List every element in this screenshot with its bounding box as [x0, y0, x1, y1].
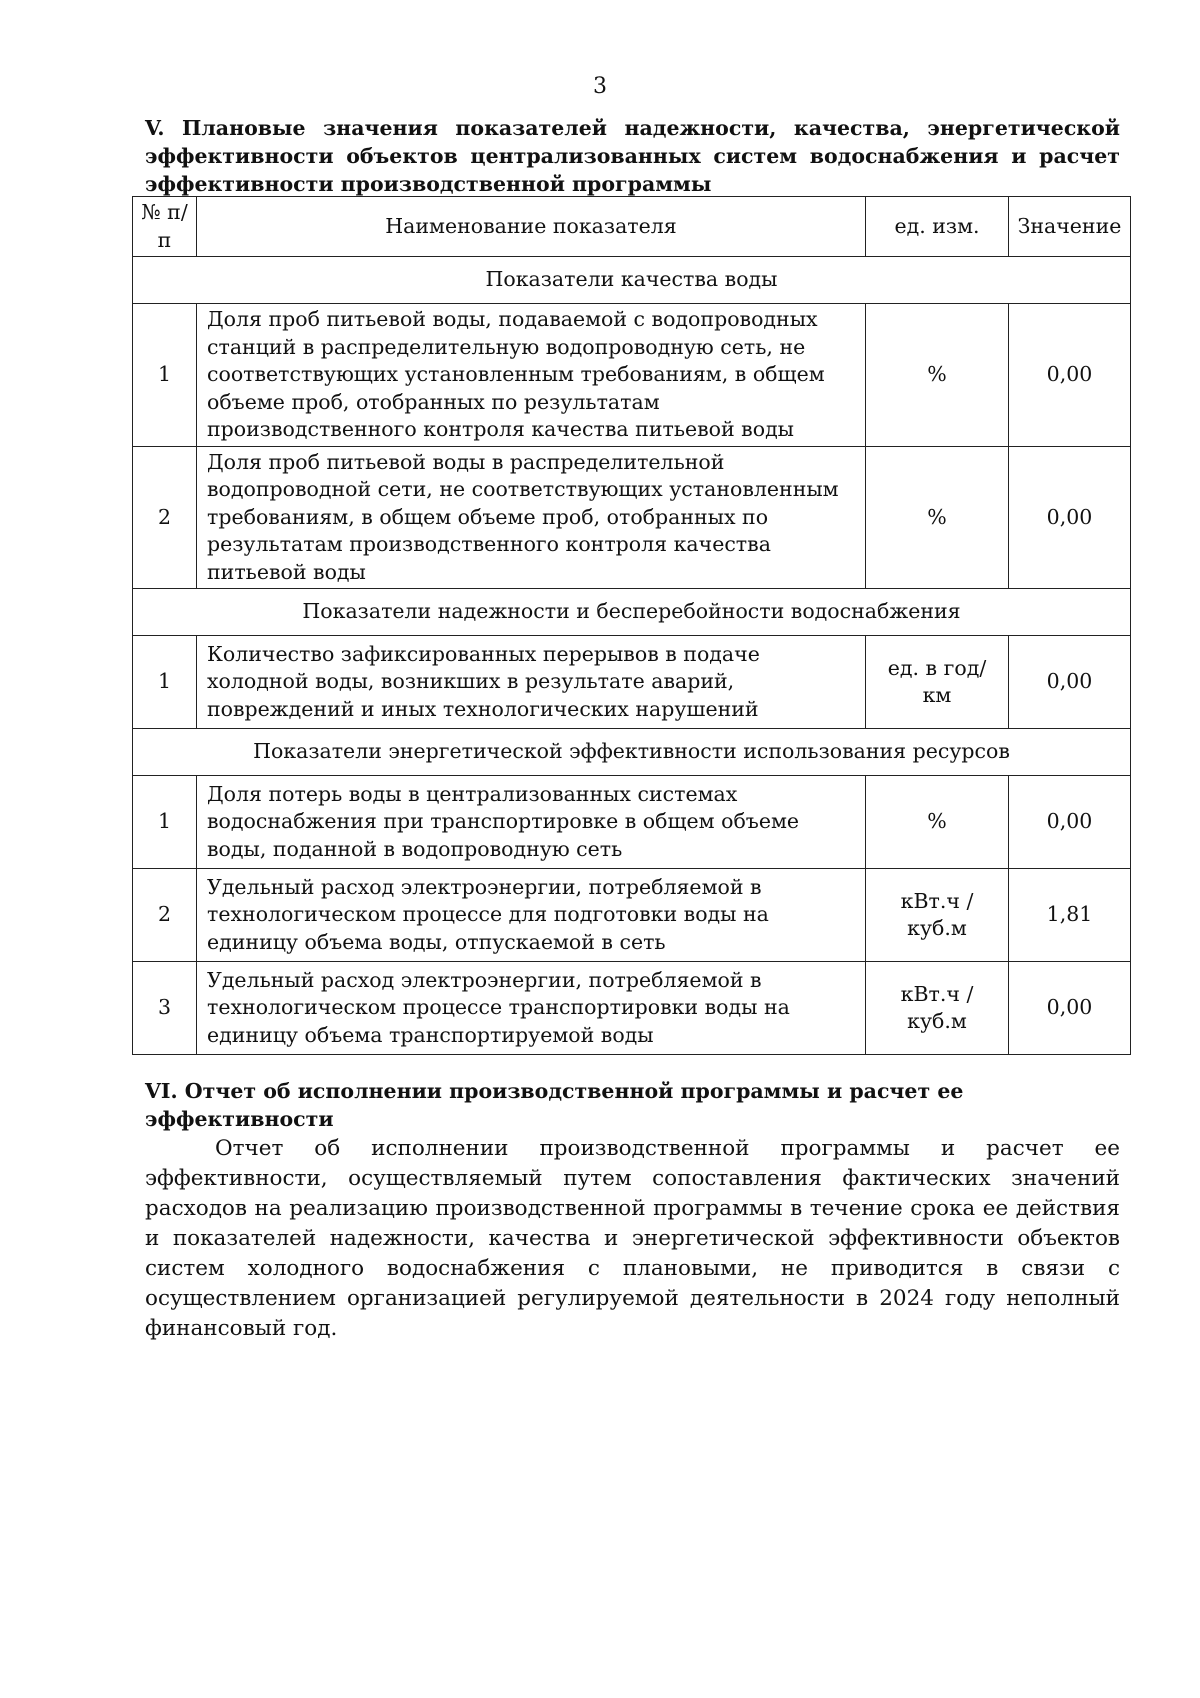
- group-row-reliability: [133, 589, 1131, 636]
- group-title: Показатели энергетической эффективности использования ресурсов: [133, 729, 1131, 776]
- indicators-table: [132, 196, 1131, 1055]
- row-name: Количество зафиксированных перерывов в подаче холодной воды, возникших в результате аварий, повреждений и иных технологических нарушений: [197, 636, 866, 729]
- header-num: № п/п: [133, 197, 197, 257]
- report-paragraph: Отчет об исполнении производственной программы и расчет ее эффективности, осуществляемый путем сопоставления фактических значений расходов на реализацию производственной программы в течение срока ее действия и показателей надежности, качества и энергетической эффективности объектов систем холодного водоснабжения с плановыми, не приводится в связи с осуществлением организацией регулируемой деятельности в 2024 году неполный финансовый год.: [145, 1136, 1120, 1341]
- table-row: [133, 776, 1131, 869]
- row-value: 1,81: [1009, 869, 1131, 962]
- row-num: 2: [133, 446, 197, 589]
- page-number: 3: [593, 74, 607, 99]
- group-row-energy: [133, 729, 1131, 776]
- row-unit: %: [866, 446, 1009, 589]
- row-value: 0,00: [1009, 776, 1131, 869]
- table-row: [133, 636, 1131, 729]
- header-unit: ед. изм.: [866, 197, 1009, 257]
- row-num: 1: [133, 776, 197, 869]
- row-unit: кВт.ч / куб.м: [866, 962, 1009, 1055]
- row-num: 2: [133, 869, 197, 962]
- row-value: 0,00: [1009, 636, 1131, 729]
- table-row: [133, 869, 1131, 962]
- row-unit: %: [866, 776, 1009, 869]
- section-v-title: V. Плановые значения показателей надежности, качества, энергетической эффективности объектов централизованных систем водоснабжения и расчет эффективности производственной программы: [145, 116, 1120, 196]
- row-name: Доля проб питьевой воды, подаваемой с водопроводных станций в распределительную водопроводную сеть, не соответствующих установленным требованиям, в общем объеме проб, отобранных по результатам производственного контроля качества питьевой воды: [197, 304, 866, 447]
- header-name: Наименование показателя: [197, 197, 866, 257]
- row-value: 0,00: [1009, 962, 1131, 1055]
- row-name: Удельный расход электроэнергии, потребляемой в технологическом процессе транспортировки воды на единицу объема транспортируемой воды: [197, 962, 866, 1055]
- group-row-quality: [133, 257, 1131, 304]
- row-unit: %: [866, 304, 1009, 447]
- row-value: 0,00: [1009, 304, 1131, 447]
- section-vi-title: VI. Отчет об исполнении производственной программы и расчет ее эффективности: [145, 1079, 964, 1131]
- row-num: 1: [133, 636, 197, 729]
- row-num: 3: [133, 962, 197, 1055]
- row-name: Доля проб питьевой воды в распределительной водопроводной сети, не соответствующих установленным требованиям, в общем объеме проб, отобранных по результатам производственного контроля качества питьевой воды: [197, 446, 866, 589]
- table-header-row: [133, 197, 1131, 257]
- row-unit: кВт.ч / куб.м: [866, 869, 1009, 962]
- row-unit: ед. в год/ км: [866, 636, 1009, 729]
- row-name: Удельный расход электроэнергии, потребляемой в технологическом процессе для подготовки воды на единицу объема воды, отпускаемой в сеть: [197, 869, 866, 962]
- group-title: Показатели надежности и бесперебойности водоснабжения: [133, 589, 1131, 636]
- row-num: 1: [133, 304, 197, 447]
- header-value: Значение: [1009, 197, 1131, 257]
- group-title: Показатели качества воды: [133, 257, 1131, 304]
- row-name: Доля потерь воды в централизованных системах водоснабжения при транспортировке в общем объеме воды, поданной в водопроводную сеть: [197, 776, 866, 869]
- table-row: [133, 962, 1131, 1055]
- table-row: [133, 304, 1131, 447]
- row-value: 0,00: [1009, 446, 1131, 589]
- table-row: [133, 446, 1131, 589]
